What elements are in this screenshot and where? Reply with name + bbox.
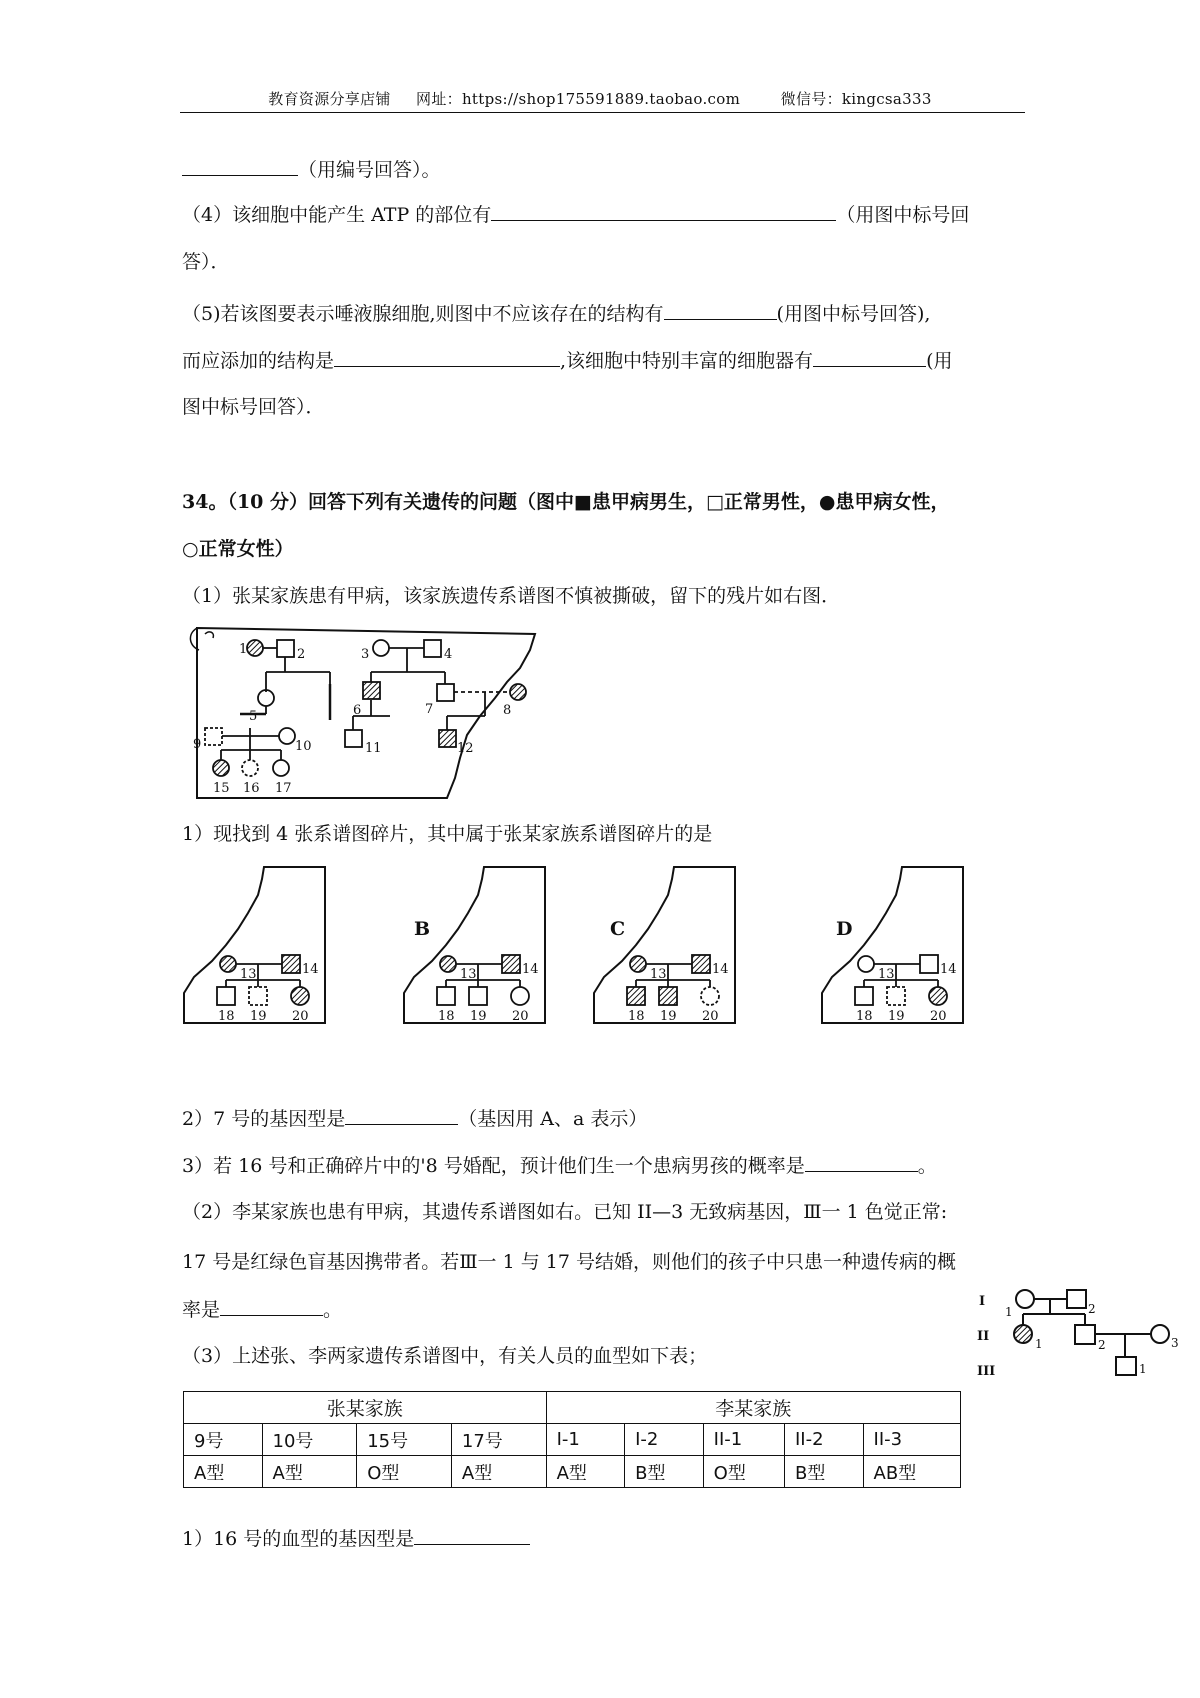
answer-blank[interactable] [220,1297,323,1316]
svg-text:III: III [977,1364,996,1379]
q34-title-2: ○正常女性） [182,538,294,560]
person-18-affected-male [627,987,645,1005]
q33-line-3: 答）． [182,251,230,273]
answer-blank[interactable] [805,1153,918,1172]
fragment-d [820,865,970,1025]
answer-blank[interactable] [182,157,298,176]
q33-line-5: 而应添加的结构是 ,该细胞中特别丰富的细胞器有 (用 [182,350,953,372]
id-cell: II-2 [784,1424,863,1456]
svg-text:13: 13 [240,967,257,982]
q33-line-2: （4）该细胞中能产生 ATP 的部位有 （用图中标号回 [182,204,970,226]
type-cell: AB型 [863,1456,960,1488]
person-10-normal-female [279,728,295,744]
fragment-letter: D [836,918,853,940]
answer-blank[interactable] [334,348,560,367]
li-II-1-affected-female [1014,1325,1032,1343]
svg-text:18: 18 [218,1009,235,1024]
svg-text:13: 13 [878,967,895,982]
person-20-normal-female [701,987,719,1005]
wechat-label: 微信号： [780,90,842,108]
id-cell: 15号 [357,1424,452,1456]
label-9: 9 [193,737,202,752]
wechat-id: kingcsa333 [841,90,932,108]
label-1: 1 [239,642,248,657]
fragment-letter: C [610,918,626,940]
li-III-1-normal-male [1116,1357,1136,1375]
id-cell: I-1 [546,1424,625,1456]
svg-text:1: 1 [1139,1362,1147,1376]
li-pedigree [975,1282,1190,1392]
person-9-normal-male [205,728,222,745]
id-cell: I-2 [625,1424,704,1456]
person-14-affected-male [692,955,710,973]
person-4-normal-male [424,640,441,657]
person-18-normal-male [855,987,873,1005]
svg-text:I: I [979,1294,986,1309]
label-4: 4 [444,647,453,662]
person-19-normal-male [887,987,905,1005]
svg-text:13: 13 [460,967,477,982]
q34-part2-b: 17 号是红绿色盲基因携带者。若Ⅲ一 1 与 17 号结婚，则他们的孩子中只患一种遗传病的概 [182,1251,956,1273]
person-13-affected-female [440,956,456,972]
person-2-normal-male [277,640,294,657]
person-13-affected-female [220,956,236,972]
svg-text:2: 2 [1098,1338,1106,1352]
group-zhang: 张某家族 [184,1392,547,1424]
li-II-2-normal-male [1075,1325,1095,1344]
person-14-affected-male [502,955,520,973]
id-cell: 10号 [262,1424,357,1456]
svg-text:13: 13 [650,967,667,982]
answer-blank[interactable] [813,348,926,367]
table-group-row [184,1392,961,1424]
q34-part1: （1）张某家族患有甲病，该家族遗传系谱图不慎被撕破，留下的残片如右图． [182,585,841,607]
type-cell: O型 [357,1456,452,1488]
label-3: 3 [361,647,370,662]
person-8-affected-female [510,684,526,700]
svg-text:18: 18 [628,1009,645,1024]
person-13-affected-female [630,956,646,972]
header-rule [180,112,1025,113]
type-cell: B型 [784,1456,863,1488]
person-14-normal-male [920,955,938,973]
svg-text:20: 20 [292,1009,309,1024]
label-5: 5 [249,709,258,724]
svg-text:19: 19 [888,1009,905,1024]
answer-blank[interactable] [414,1526,530,1545]
label-17: 17 [275,781,292,796]
svg-text:1: 1 [1035,1337,1043,1351]
svg-text:18: 18 [856,1009,873,1024]
answer-blank[interactable] [664,301,777,320]
id-cell: II-1 [703,1424,784,1456]
type-cell: O型 [703,1456,784,1488]
q34-part1-1: 1）现找到 4 张系谱图碎片，其中属于张某家族系谱图碎片的是 [182,823,713,845]
svg-text:19: 19 [660,1009,677,1024]
label-7: 7 [425,702,434,717]
fragment-c [592,865,742,1025]
q33-line-1: （用编号回答）。 [182,157,441,182]
q34-part2: （2）李某家族也患有甲病，其遗传系谱图如右。已知 II—3 无致病基因，Ⅲ一 1 色觉正常: [182,1201,948,1223]
person-20-normal-female [511,987,529,1005]
type-cell: A型 [546,1456,625,1488]
svg-text:1: 1 [1005,1305,1013,1319]
person-3-normal-female [373,640,389,656]
blood-type-table [183,1391,961,1488]
label-6: 6 [353,703,362,718]
answer-blank[interactable] [345,1106,458,1125]
person-14-affected-male [282,955,300,973]
q34-part2-c: 率是 。 [182,1299,343,1321]
q33-line-4: （5)若该图要表示唾液腺细胞,则图中不应该存在的结构有 (用图中标号回答), [182,303,931,325]
id-cell: II-3 [863,1424,960,1456]
li-I-1-normal-female [1016,1290,1034,1308]
table-row [184,1456,961,1488]
svg-text:14: 14 [940,962,957,977]
q34-title: 34。（10 分）回答下列有关遗传的问题（图中■患甲病男生，□正常男性，●患甲病女性， [182,491,950,513]
q34-part1-2: 2）7 号的基因型是 （基因用 A、a 表示） [182,1108,648,1130]
fragment-letter: B [414,918,431,940]
svg-text:19: 19 [470,1009,487,1024]
person-20-affected-female [929,987,947,1005]
person-6-affected-male [363,682,380,699]
q33-line-6: 图中标号回答）． [182,396,325,418]
svg-text:14: 14 [522,962,539,977]
person-5-normal-female [258,690,274,706]
q34-part3: （3）上述张、李两家遗传系谱图中，有关人员的血型如下表； [182,1345,708,1367]
group-li: 李某家族 [546,1392,960,1424]
answer-blank[interactable] [491,202,836,221]
fragment-b [402,865,552,1025]
type-cell: A型 [262,1456,357,1488]
person-19-affected-male [659,987,677,1005]
type-cell: A型 [451,1456,546,1488]
q34-part1-3: 3）若 16 号和正确碎片中的'8 号婚配，预计他们生一个患病男孩的概率是 。 [182,1155,937,1177]
li-I-2-normal-male [1067,1290,1086,1308]
label-16: 16 [243,781,260,796]
person-19-normal-male [249,987,267,1005]
table-row [184,1424,961,1456]
svg-text:14: 14 [712,962,729,977]
svg-text:II: II [977,1329,990,1344]
svg-text:20: 20 [512,1009,529,1024]
id-cell: 9号 [184,1424,263,1456]
svg-text:3: 3 [1171,1336,1179,1350]
zhang-pedigree-fragment [185,620,560,800]
person-1-affected-female [247,640,263,656]
type-cell: A型 [184,1456,263,1488]
label-10: 10 [295,739,312,754]
label-15: 15 [213,781,230,796]
fragment-a [182,865,332,1025]
url-label: 网址： [416,90,462,108]
svg-text:18: 18 [438,1009,455,1024]
person-13-normal-female [858,956,874,972]
shop-name: 教育资源分享店铺 [268,90,391,108]
svg-text:20: 20 [702,1009,719,1024]
label-2: 2 [297,647,306,662]
person-7-normal-male [437,684,454,701]
label-12: 12 [457,741,474,756]
label-11: 11 [365,741,382,756]
id-cell: 17号 [451,1424,546,1456]
person-17-normal-female [273,760,289,776]
person-20-affected-female [291,987,309,1005]
shop-url[interactable]: https://shop175591889.taobao.com [461,90,741,108]
page-header [0,88,1200,109]
li-II-3-normal-female [1151,1325,1169,1343]
person-11-normal-male [345,730,362,747]
person-18-normal-male [217,987,235,1005]
svg-text:2: 2 [1088,1302,1096,1316]
svg-text:14: 14 [302,962,319,977]
svg-text:20: 20 [930,1009,947,1024]
person-16-normal-female [242,760,258,776]
person-15-affected-female [213,760,229,776]
person-19-normal-male [469,987,487,1005]
type-cell: B型 [625,1456,704,1488]
svg-text:19: 19 [250,1009,267,1024]
person-12-affected-male [439,730,456,747]
person-18-normal-male [437,987,455,1005]
q34-part3-1: 1）16 号的血型的基因型是 [182,1526,530,1551]
label-8: 8 [503,703,512,718]
